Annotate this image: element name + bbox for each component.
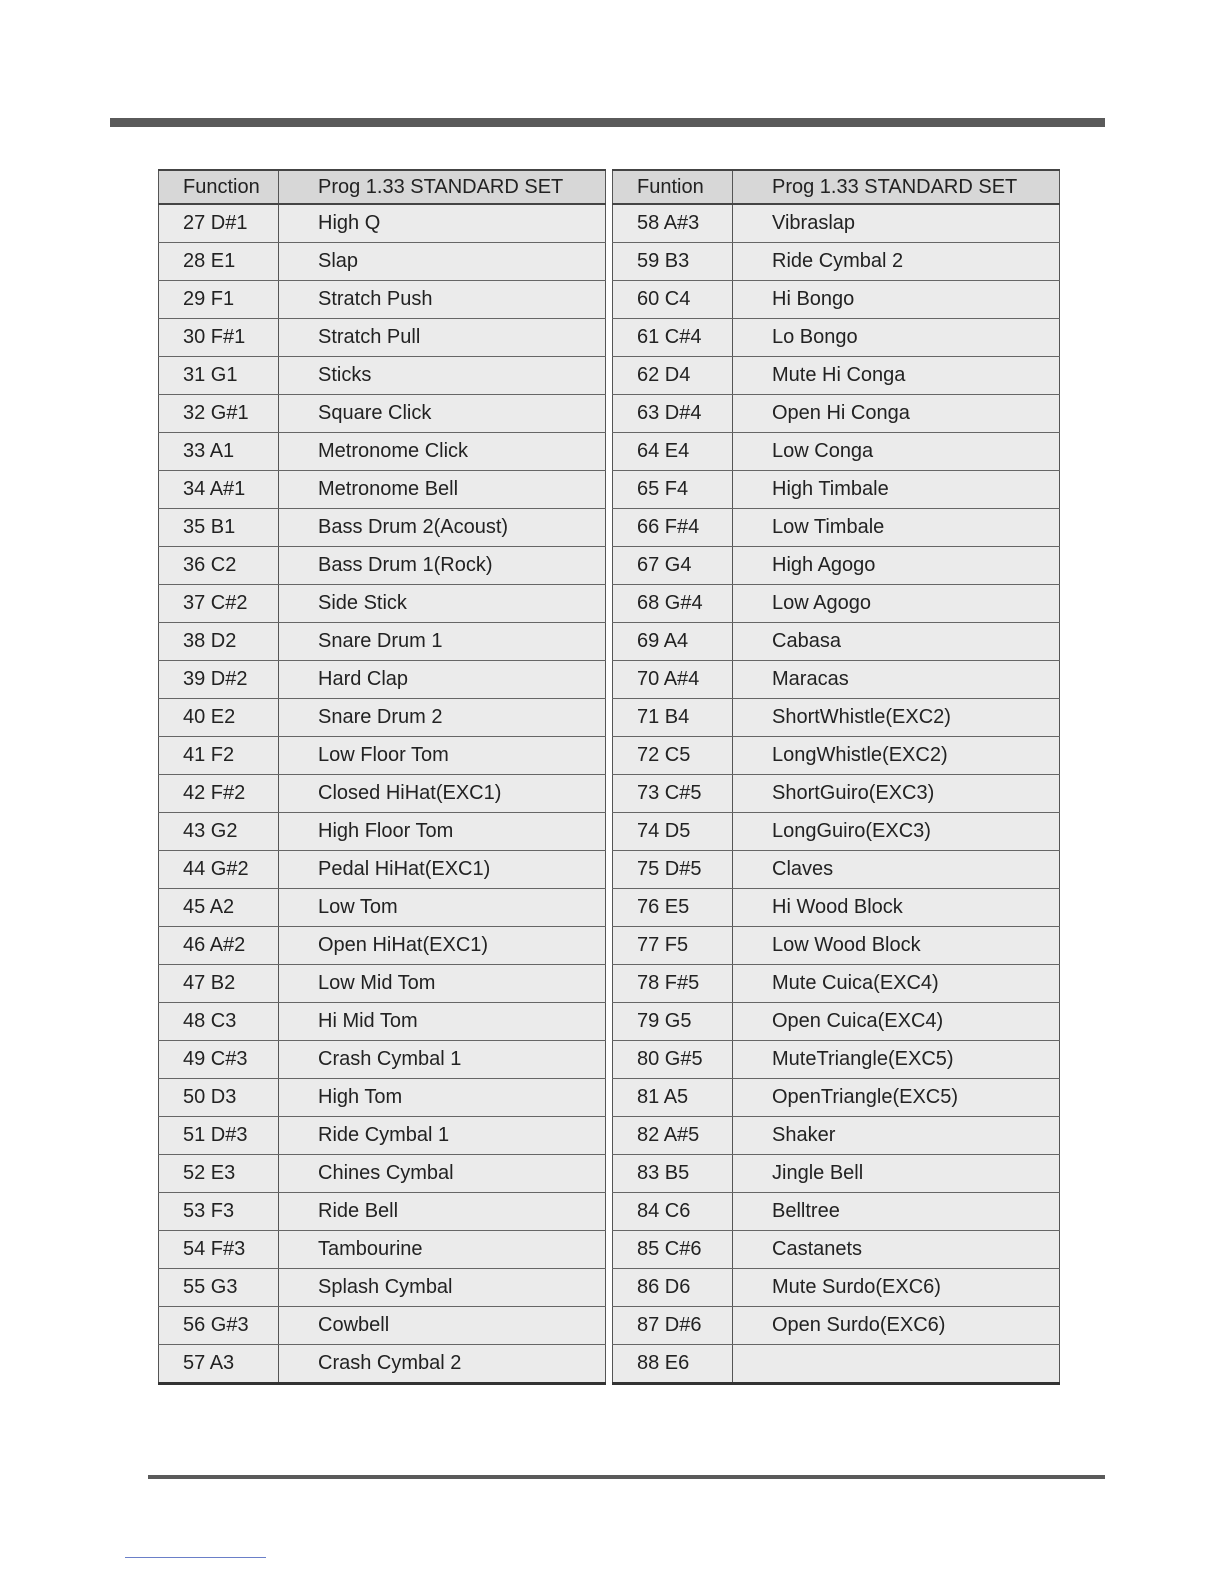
table-row <box>159 243 606 281</box>
note-function-cell: 60 C4 <box>613 281 733 319</box>
instrument-name-cell: High Tom <box>279 1079 606 1117</box>
note-function-cell: 59 B3 <box>613 243 733 281</box>
instrument-name-cell: Mute Surdo(EXC6) <box>733 1269 1060 1307</box>
instrument-name-cell: Closed HiHat(EXC1) <box>279 775 606 813</box>
table-row <box>613 813 1060 851</box>
table-row <box>613 1117 1060 1155</box>
instrument-name-cell: Bass Drum 2(Acoust) <box>279 509 606 547</box>
note-function-cell: 63 D#4 <box>613 395 733 433</box>
table-row <box>613 661 1060 699</box>
table-row <box>613 1307 1060 1345</box>
table-row <box>159 204 606 243</box>
instrument-name-cell: Open HiHat(EXC1) <box>279 927 606 965</box>
instrument-name-cell: Open Surdo(EXC6) <box>733 1307 1060 1345</box>
table-row <box>613 319 1060 357</box>
table-row <box>159 433 606 471</box>
table-row <box>613 737 1060 775</box>
table-row <box>159 775 606 813</box>
instrument-name-cell <box>733 1345 1060 1384</box>
note-function-cell: 78 F#5 <box>613 965 733 1003</box>
instrument-name-cell: Bass Drum 1(Rock) <box>279 547 606 585</box>
note-function-cell: 40 E2 <box>159 699 279 737</box>
footer-rule <box>148 1475 1105 1479</box>
table-row <box>613 699 1060 737</box>
instrument-name-cell: High Agogo <box>733 547 1060 585</box>
table-row <box>613 851 1060 889</box>
note-function-cell: 82 A#5 <box>613 1117 733 1155</box>
note-function-cell: 44 G#2 <box>159 851 279 889</box>
table-row <box>613 585 1060 623</box>
note-function-cell: 46 A#2 <box>159 927 279 965</box>
table-row <box>159 661 606 699</box>
table-row <box>159 395 606 433</box>
table-row <box>613 965 1060 1003</box>
note-function-cell: 62 D4 <box>613 357 733 395</box>
note-function-cell: 49 C#3 <box>159 1041 279 1079</box>
note-function-cell: 87 D#6 <box>613 1307 733 1345</box>
instrument-name-cell: Crash Cymbal 2 <box>279 1345 606 1384</box>
note-function-cell: 70 A#4 <box>613 661 733 699</box>
table-row <box>159 1155 606 1193</box>
table-row <box>613 547 1060 585</box>
instrument-name-cell: Tambourine <box>279 1231 606 1269</box>
table-row <box>159 813 606 851</box>
note-function-cell: 58 A#3 <box>613 204 733 243</box>
instrument-name-cell: Maracas <box>733 661 1060 699</box>
instrument-name-cell: Low Floor Tom <box>279 737 606 775</box>
note-function-cell: 57 A3 <box>159 1345 279 1384</box>
note-function-cell: 76 E5 <box>613 889 733 927</box>
note-function-cell: 47 B2 <box>159 965 279 1003</box>
note-function-cell: 65 F4 <box>613 471 733 509</box>
note-function-cell: 53 F3 <box>159 1193 279 1231</box>
table-row <box>613 1003 1060 1041</box>
table-body-right <box>613 204 1060 1384</box>
note-function-cell: 41 F2 <box>159 737 279 775</box>
instrument-name-cell: Low Agogo <box>733 585 1060 623</box>
instrument-name-cell: Metronome Click <box>279 433 606 471</box>
instrument-name-cell: High Timbale <box>733 471 1060 509</box>
instrument-name-cell: Low Timbale <box>733 509 1060 547</box>
note-function-cell: 34 A#1 <box>159 471 279 509</box>
instrument-name-cell: Low Mid Tom <box>279 965 606 1003</box>
instrument-name-cell: Splash Cymbal <box>279 1269 606 1307</box>
table-row <box>613 204 1060 243</box>
note-function-cell: 81 A5 <box>613 1079 733 1117</box>
instrument-name-cell: Open Hi Conga <box>733 395 1060 433</box>
table-row <box>159 623 606 661</box>
instrument-name-cell: Ride Cymbal 2 <box>733 243 1060 281</box>
instrument-name-cell: Snare Drum 1 <box>279 623 606 661</box>
instrument-name-cell: Pedal HiHat(EXC1) <box>279 851 606 889</box>
table-row <box>159 281 606 319</box>
instrument-name-cell: Low Wood Block <box>733 927 1060 965</box>
column-header-function: Function <box>159 170 279 204</box>
note-function-cell: 64 E4 <box>613 433 733 471</box>
instrument-name-cell: Sticks <box>279 357 606 395</box>
note-function-cell: 75 D#5 <box>613 851 733 889</box>
note-function-cell: 69 A4 <box>613 623 733 661</box>
note-function-cell: 48 C3 <box>159 1003 279 1041</box>
table-row <box>613 623 1060 661</box>
table-row <box>159 357 606 395</box>
instrument-name-cell: Jingle Bell <box>733 1155 1060 1193</box>
drum-map-table-left <box>158 169 606 1385</box>
table-row <box>159 1193 606 1231</box>
note-function-cell: 43 G2 <box>159 813 279 851</box>
table-header-row <box>613 170 1060 204</box>
note-function-cell: 27 D#1 <box>159 204 279 243</box>
table-row <box>613 433 1060 471</box>
note-function-cell: 56 G#3 <box>159 1307 279 1345</box>
note-function-cell: 31 G1 <box>159 357 279 395</box>
note-function-cell: 37 C#2 <box>159 585 279 623</box>
instrument-name-cell: Hi Mid Tom <box>279 1003 606 1041</box>
table-row <box>613 471 1060 509</box>
note-function-cell: 29 F1 <box>159 281 279 319</box>
table-row <box>613 1041 1060 1079</box>
note-function-cell: 52 E3 <box>159 1155 279 1193</box>
note-function-cell: 79 G5 <box>613 1003 733 1041</box>
table-row <box>159 471 606 509</box>
note-function-cell: 38 D2 <box>159 623 279 661</box>
instrument-name-cell: Castanets <box>733 1231 1060 1269</box>
note-function-cell: 35 B1 <box>159 509 279 547</box>
table-row <box>613 1193 1060 1231</box>
instrument-name-cell: LongGuiro(EXC3) <box>733 813 1060 851</box>
table-row <box>613 395 1060 433</box>
table-header-row <box>159 170 606 204</box>
note-function-cell: 66 F#4 <box>613 509 733 547</box>
note-function-cell: 61 C#4 <box>613 319 733 357</box>
table-row <box>159 1117 606 1155</box>
note-function-cell: 86 D6 <box>613 1269 733 1307</box>
note-function-cell: 85 C#6 <box>613 1231 733 1269</box>
table-row <box>613 281 1060 319</box>
note-function-cell: 30 F#1 <box>159 319 279 357</box>
instrument-name-cell: Chines Cymbal <box>279 1155 606 1193</box>
header-rule <box>110 118 1105 127</box>
instrument-name-cell: Crash Cymbal 1 <box>279 1041 606 1079</box>
instrument-name-cell: High Floor Tom <box>279 813 606 851</box>
instrument-name-cell: Mute Hi Conga <box>733 357 1060 395</box>
instrument-name-cell: Shaker <box>733 1117 1060 1155</box>
table-body-left <box>159 204 606 1384</box>
table-row <box>159 585 606 623</box>
table-row <box>159 1307 606 1345</box>
note-function-cell: 42 F#2 <box>159 775 279 813</box>
table-row <box>159 509 606 547</box>
table-row <box>613 1269 1060 1307</box>
instrument-name-cell: Lo Bongo <box>733 319 1060 357</box>
instrument-name-cell: Stratch Push <box>279 281 606 319</box>
table-row <box>613 1079 1060 1117</box>
instrument-name-cell: Snare Drum 2 <box>279 699 606 737</box>
note-function-cell: 71 B4 <box>613 699 733 737</box>
note-function-cell: 33 A1 <box>159 433 279 471</box>
instrument-name-cell: ShortWhistle(EXC2) <box>733 699 1060 737</box>
table-row <box>613 1231 1060 1269</box>
note-function-cell: 32 G#1 <box>159 395 279 433</box>
note-function-cell: 88 E6 <box>613 1345 733 1384</box>
table-row <box>159 319 606 357</box>
note-function-cell: 84 C6 <box>613 1193 733 1231</box>
instrument-name-cell: LongWhistle(EXC2) <box>733 737 1060 775</box>
note-function-cell: 83 B5 <box>613 1155 733 1193</box>
note-function-cell: 39 D#2 <box>159 661 279 699</box>
table-row <box>159 737 606 775</box>
note-function-cell: 45 A2 <box>159 889 279 927</box>
table-row <box>159 1269 606 1307</box>
column-header-program: Prog 1.33 STANDARD SET <box>279 170 606 204</box>
instrument-name-cell: ShortGuiro(EXC3) <box>733 775 1060 813</box>
note-function-cell: 74 D5 <box>613 813 733 851</box>
footer-link-underline <box>125 1557 266 1558</box>
table-row <box>159 699 606 737</box>
instrument-name-cell: MuteTriangle(EXC5) <box>733 1041 1060 1079</box>
instrument-name-cell: OpenTriangle(EXC5) <box>733 1079 1060 1117</box>
table-row <box>159 965 606 1003</box>
instrument-name-cell: High Q <box>279 204 606 243</box>
table-row <box>159 547 606 585</box>
instrument-name-cell: Stratch Pull <box>279 319 606 357</box>
instrument-name-cell: Vibraslap <box>733 204 1060 243</box>
table-row <box>159 927 606 965</box>
instrument-name-cell: Ride Cymbal 1 <box>279 1117 606 1155</box>
table-row <box>613 1155 1060 1193</box>
column-header-function: Funtion <box>613 170 733 204</box>
instrument-name-cell: Metronome Bell <box>279 471 606 509</box>
column-header-program: Prog 1.33 STANDARD SET <box>733 170 1060 204</box>
instrument-name-cell: Side Stick <box>279 585 606 623</box>
table-row <box>159 1079 606 1117</box>
instrument-name-cell: Cowbell <box>279 1307 606 1345</box>
note-function-cell: 28 E1 <box>159 243 279 281</box>
table-row <box>613 357 1060 395</box>
note-function-cell: 73 C#5 <box>613 775 733 813</box>
table-row <box>613 1345 1060 1384</box>
instrument-name-cell: Cabasa <box>733 623 1060 661</box>
note-function-cell: 67 G4 <box>613 547 733 585</box>
instrument-name-cell: Ride Bell <box>279 1193 606 1231</box>
instrument-name-cell: Slap <box>279 243 606 281</box>
table-row <box>159 1003 606 1041</box>
note-function-cell: 54 F#3 <box>159 1231 279 1269</box>
table-row <box>613 775 1060 813</box>
instrument-name-cell: Hi Bongo <box>733 281 1060 319</box>
instrument-name-cell: Open Cuica(EXC4) <box>733 1003 1060 1041</box>
instrument-name-cell: Mute Cuica(EXC4) <box>733 965 1060 1003</box>
table-row <box>159 1231 606 1269</box>
table-row <box>613 927 1060 965</box>
instrument-name-cell: Low Conga <box>733 433 1060 471</box>
instrument-name-cell: Hard Clap <box>279 661 606 699</box>
table-row <box>159 889 606 927</box>
table-row <box>613 889 1060 927</box>
instrument-name-cell: Hi Wood Block <box>733 889 1060 927</box>
drum-map-table-right <box>612 169 1060 1385</box>
table-row <box>159 1345 606 1384</box>
note-function-cell: 36 C2 <box>159 547 279 585</box>
note-function-cell: 72 C5 <box>613 737 733 775</box>
note-function-cell: 80 G#5 <box>613 1041 733 1079</box>
note-function-cell: 50 D3 <box>159 1079 279 1117</box>
note-function-cell: 55 G3 <box>159 1269 279 1307</box>
instrument-name-cell: Low Tom <box>279 889 606 927</box>
instrument-name-cell: Square Click <box>279 395 606 433</box>
note-function-cell: 51 D#3 <box>159 1117 279 1155</box>
instrument-name-cell: Claves <box>733 851 1060 889</box>
table-row <box>159 1041 606 1079</box>
note-function-cell: 68 G#4 <box>613 585 733 623</box>
instrument-name-cell: Belltree <box>733 1193 1060 1231</box>
note-function-cell: 77 F5 <box>613 927 733 965</box>
table-row <box>159 851 606 889</box>
table-row <box>613 509 1060 547</box>
table-row <box>613 243 1060 281</box>
